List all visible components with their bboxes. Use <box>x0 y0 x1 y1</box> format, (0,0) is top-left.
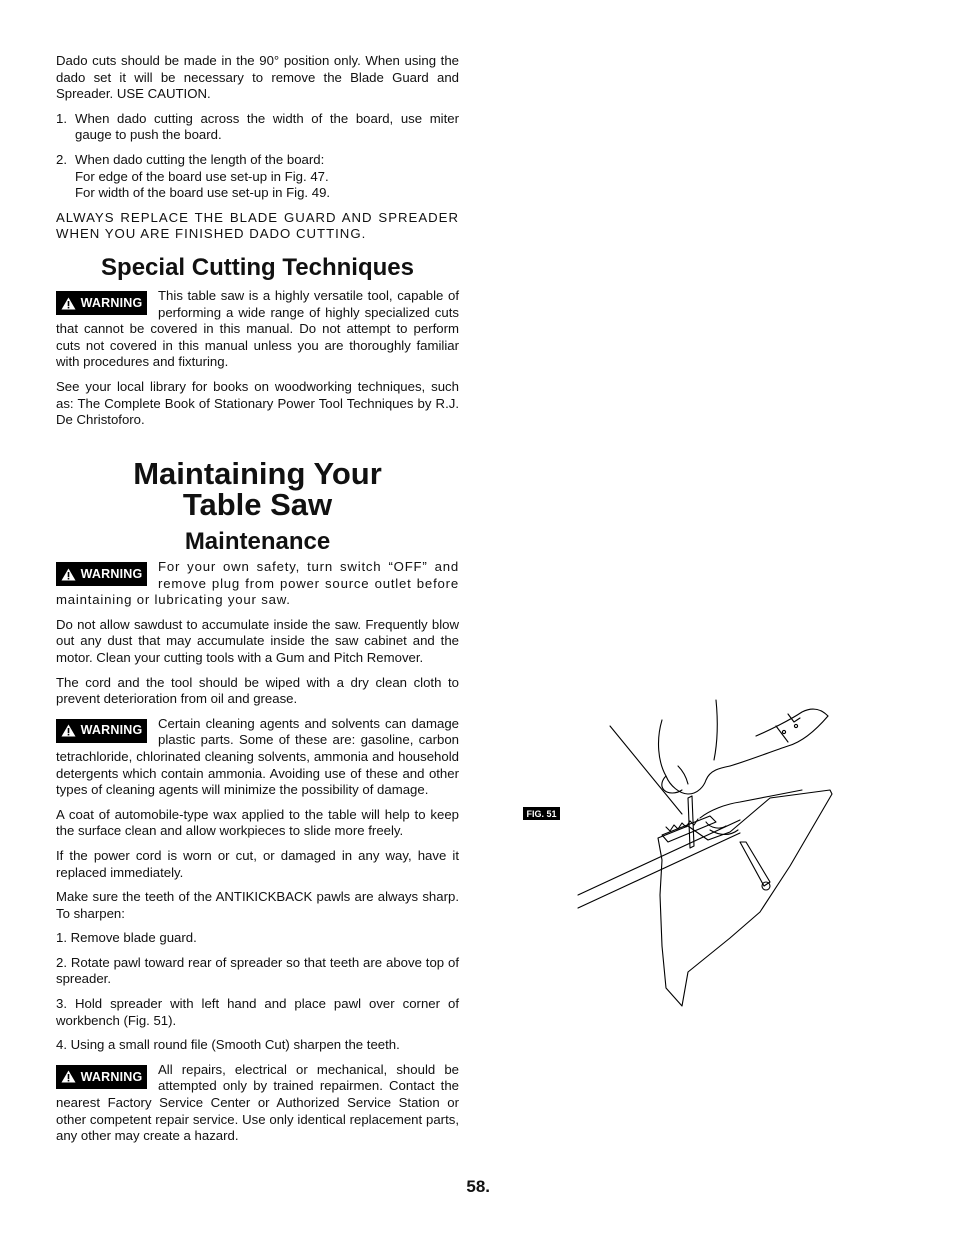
step-2: 2. Rotate pawl toward rear of spreader so that teeth are above top of spreader. <box>56 954 459 987</box>
warning-label: WARNING <box>80 723 143 738</box>
power-cord-paragraph: If the power cord is worn or cut, or damaged in any way, have it replaced immediately. <box>56 847 459 880</box>
list-line: For width of the board use set-up in Fig. 49. <box>75 185 331 201</box>
warning-paragraph <box>56 288 459 371</box>
warning-paragraph <box>56 559 459 609</box>
warning-badge <box>56 291 147 315</box>
list-text: When dado cutting across the width of the board, use miter gauge to push the board. <box>75 110 459 143</box>
section-heading-special: Special Cutting Techniques <box>101 254 414 281</box>
warning-text: All repairs, electrical or mechanical, should be attempted only by trained repairmen. Contact the nearest Factory Service Center or Authorized Service Station or other competent repair service. Use only identical replacement parts, any other may create a hazard. <box>56 1061 459 1144</box>
warning-label: WARNING <box>80 295 143 310</box>
list-item <box>56 152 459 202</box>
warning-triangle-icon <box>61 297 76 310</box>
reference-paragraph: See your local library for books on woodworking techniques, such as: The Complete Book of Stationary Power Tool Techniques by R.J. De Christoforo. <box>56 378 459 428</box>
warning-label: WARNING <box>80 1069 143 1084</box>
sawdust-paragraph: Do not allow sawdust to accumulate inside the saw. Frequently blow out any dust that may accumulate inside the saw cabinet and the motor. Clean your cutting tools with a Gum and Pitch Remover. <box>56 616 459 665</box>
warning-triangle-icon <box>61 568 76 581</box>
list-line: When dado cutting the length of the board: <box>75 151 325 167</box>
figure-label: FIG. 51 <box>523 807 560 820</box>
warning-label: WARNING <box>80 566 143 581</box>
pawls-paragraph: Make sure the teeth of the ANTIKICKBACK pawls are always sharp. To sharpen: <box>56 889 459 921</box>
step-1: 1. Remove blade guard. <box>56 930 197 946</box>
page-title <box>56 458 459 520</box>
title-line: Table Saw <box>182 487 333 522</box>
list-item <box>56 111 459 144</box>
title-line: Maintaining Your <box>133 456 382 491</box>
warning-badge <box>56 562 147 586</box>
intro-paragraph: Dado cuts should be made in the 90° position only. When using the dado set it will be necessary to remove the Blade Guard and Spreader. USE CAUTION. <box>56 53 459 102</box>
caps-notice: ALWAYS REPLACE THE BLADE GUARD AND SPREADER WHEN YOU ARE FINISHED DADO CUTTING. <box>56 209 459 242</box>
special-section <box>56 288 459 429</box>
maintenance-section <box>56 559 459 1145</box>
warning-paragraph <box>56 1062 459 1145</box>
page-number: 58. <box>466 1177 490 1196</box>
intro-section <box>56 53 459 243</box>
section-heading-maintenance: Maintenance <box>184 528 331 555</box>
warning-triangle-icon <box>61 724 76 737</box>
step-3: 3. Hold spreader with left hand and place pawl over corner of workbench (Fig. 51). <box>56 996 459 1028</box>
list-number: 2. <box>56 151 67 167</box>
list-number: 1. <box>56 110 67 126</box>
figure-51-illustration <box>570 690 840 1015</box>
wax-paragraph: A coat of automobile-type wax applied to the table will help to keep the surface clean and allow workpieces to slide more freely. <box>56 806 459 839</box>
warning-text: This table saw is a highly versatile tool, capable of performing a wide range of highly specialized cuts that cannot be covered in this manual. Do not attempt to perform cuts not covered in this manual unless you are thoroughly familiar with procedures and fixturing. <box>56 288 459 370</box>
warning-text: Certain cleaning agents and solvents can damage plastic parts. Some of these are: gasoline, carbon tetrachloride, chlorinated cleaning solvents, ammonia and household detergents which contain ammonia. Avoiding use of these and other types of cleaning agents will minimize the possibility of damage. <box>56 715 459 798</box>
warning-triangle-icon <box>61 1070 76 1083</box>
warning-paragraph <box>56 716 459 799</box>
cord-paragraph: The cord and the tool should be wiped with a dry clean cloth to prevent deterioration from oil and grease. <box>56 674 459 707</box>
step-4: 4. Using a small round file (Smooth Cut) sharpen the teeth. <box>56 1037 400 1053</box>
warning-text: For your own safety, turn switch “OFF” and remove plug from power source outlet before maintaining or lubricating your saw. <box>56 559 459 608</box>
list-line: For edge of the board use set-up in Fig. 47. <box>75 168 329 184</box>
list-text <box>75 152 459 202</box>
warning-badge <box>56 1065 147 1089</box>
warning-badge <box>56 719 147 743</box>
